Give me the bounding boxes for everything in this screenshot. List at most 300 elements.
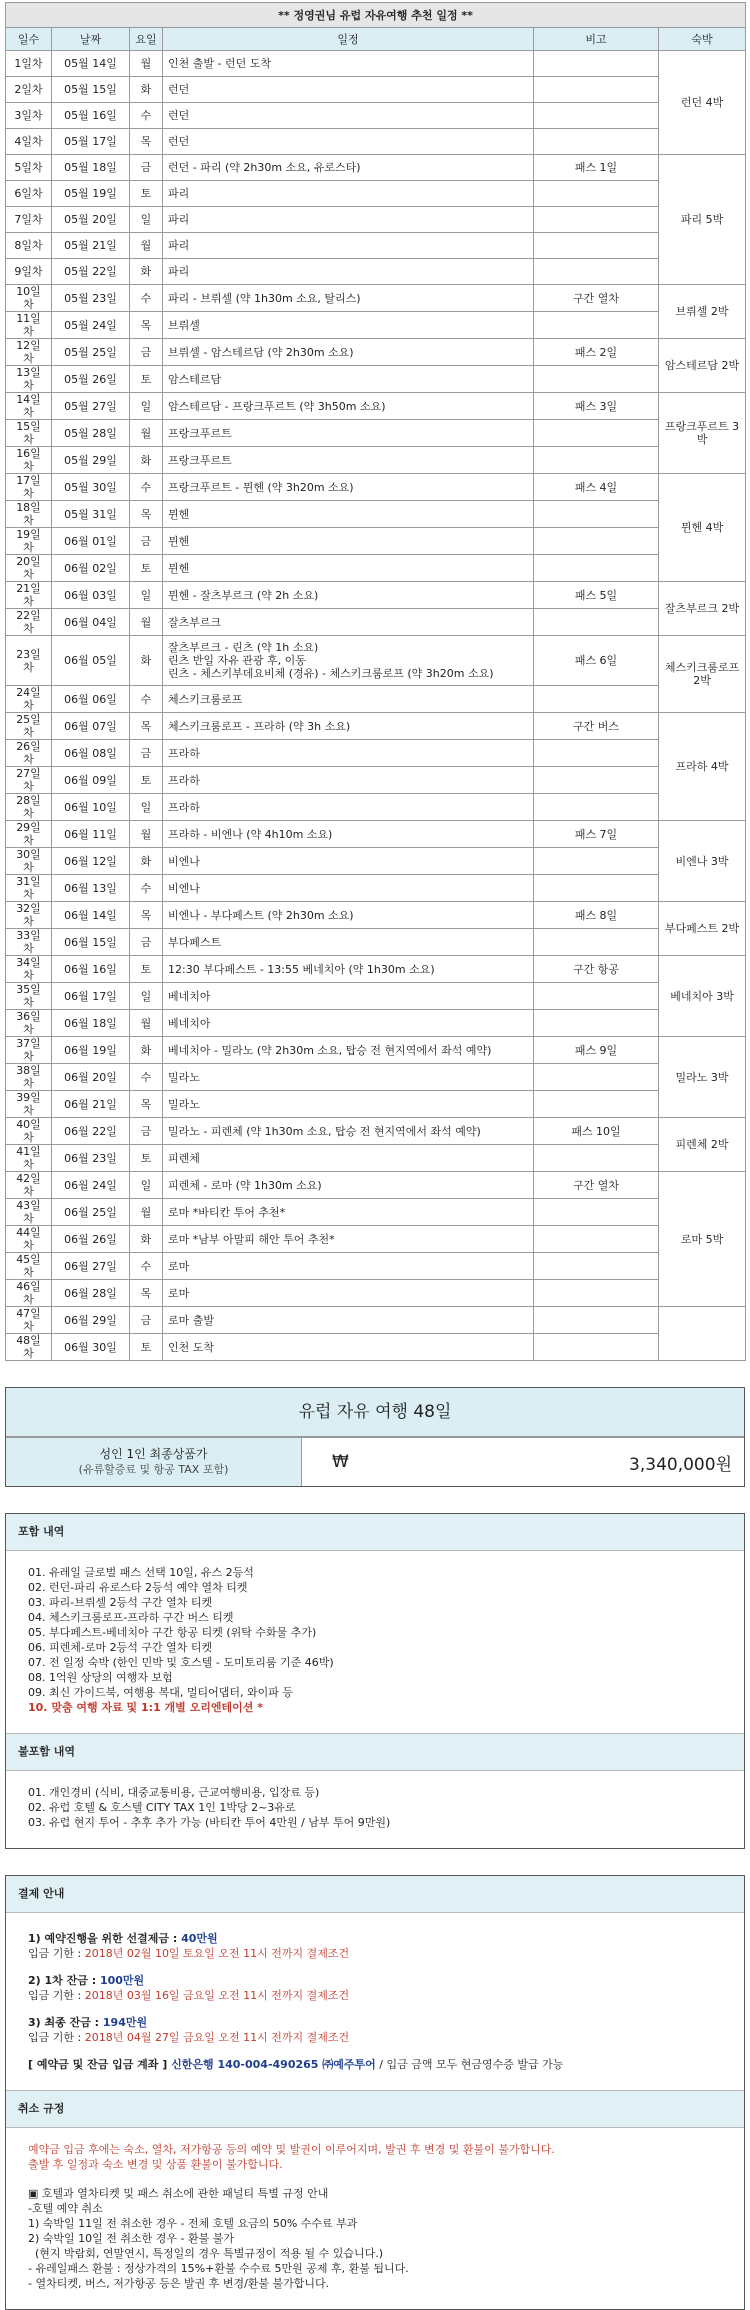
cancel-title: 취소 규정	[6, 2090, 744, 2128]
itinerary-cell: 런던	[163, 77, 534, 103]
date-cell: 06월 08일	[52, 740, 130, 767]
note-cell: 구간 열차	[534, 1172, 659, 1199]
weekday-cell: 일	[130, 983, 163, 1010]
day-cell: 44일차	[6, 1226, 52, 1253]
date-cell: 06월 28일	[52, 1280, 130, 1307]
day-cell: 14일차	[6, 393, 52, 420]
schedule-row	[6, 1145, 746, 1172]
payment-due-label: 입금 기한 :	[28, 1989, 85, 2002]
date-cell: 05월 24일	[52, 312, 130, 339]
excluded-item: 03. 유럽 현지 투어 - 추후 추가 가능 (바티칸 투어 4만원 / 남부 투어 9만원)	[28, 1816, 391, 1829]
weekday-cell: 목	[130, 129, 163, 155]
schedule-row	[6, 713, 746, 740]
day-cell: 2일차	[6, 77, 52, 103]
itinerary-cell: 로마 *남부 아말피 해안 투어 추천*	[163, 1226, 534, 1253]
itinerary-cell: 프랑크푸르트 - 뮌헨 (약 3h20m 소요)	[163, 474, 534, 501]
date-cell: 06월 29일	[52, 1307, 130, 1334]
payment-amount: 100만원	[99, 1974, 145, 1987]
itinerary-cell: 뮌헨	[163, 555, 534, 582]
payment-due	[28, 2030, 722, 2045]
schedule-row	[6, 233, 746, 259]
schedule-row	[6, 794, 746, 821]
date-cell: 06월 21일	[52, 1091, 130, 1118]
schedule-row	[6, 902, 746, 929]
weekday-cell: 수	[130, 285, 163, 312]
itinerary-cell: 브뤼셀	[163, 312, 534, 339]
date-cell: 06월 10일	[52, 794, 130, 821]
date-cell: 06월 12일	[52, 848, 130, 875]
weekday-cell: 월	[130, 609, 163, 636]
day-cell: 24일차	[6, 686, 52, 713]
cancel-line: -호텔 예약 취소	[28, 2202, 103, 2215]
schedule-row	[6, 181, 746, 207]
payment-amount: 194만원	[102, 2016, 148, 2029]
itinerary-cell: 12:30 부다페스트 - 13:55 베네치아 (약 1h30m 소요)	[163, 956, 534, 983]
date-cell: 05월 17일	[52, 129, 130, 155]
date-cell: 05월 25일	[52, 339, 130, 366]
included-list	[6, 1551, 744, 1733]
schedule-row	[6, 447, 746, 474]
payment-label: 3) 최종 잔금 :	[28, 2016, 103, 2029]
weekday-cell: 월	[130, 1010, 163, 1037]
schedule-row	[6, 1307, 746, 1334]
payment-section	[5, 1875, 745, 2310]
weekday-cell: 월	[130, 233, 163, 259]
schedule-row	[6, 312, 746, 339]
schedule-row	[6, 366, 746, 393]
note-cell	[534, 848, 659, 875]
day-cell: 10일차	[6, 285, 52, 312]
date-cell: 05월 21일	[52, 233, 130, 259]
itinerary-cell: 로마	[163, 1253, 534, 1280]
note-cell: 패스 5일	[534, 582, 659, 609]
schedule-row	[6, 848, 746, 875]
weekday-cell: 수	[130, 1064, 163, 1091]
day-cell: 43일차	[6, 1199, 52, 1226]
schedule-row	[6, 740, 746, 767]
weekday-cell: 금	[130, 339, 163, 366]
day-cell: 18일차	[6, 501, 52, 528]
weekday-cell: 목	[130, 713, 163, 740]
day-cell: 39일차	[6, 1091, 52, 1118]
payment-due-date: 2018년 02월 10일 토요일 오전 11시 전까지 결제조건	[84, 1947, 350, 1960]
date-cell: 06월 17일	[52, 983, 130, 1010]
date-cell: 06월 22일	[52, 1118, 130, 1145]
itinerary-cell: 잘츠부르크	[163, 609, 534, 636]
header-weekday: 요일	[130, 28, 163, 51]
note-cell	[534, 555, 659, 582]
day-cell: 45일차	[6, 1253, 52, 1280]
account-label: [ 예약금 및 잔금 입금 계좌 ]	[28, 2058, 172, 2071]
date-cell: 06월 26일	[52, 1226, 130, 1253]
schedule-row	[6, 636, 746, 686]
schedule-row	[6, 983, 746, 1010]
itinerary-cell: 로마 출발	[163, 1307, 534, 1334]
included-section	[5, 1513, 745, 1849]
schedule-row	[6, 51, 746, 77]
payment-amount: 40만원	[181, 1932, 218, 1945]
payment-due-label: 입금 기한 :	[28, 2031, 85, 2044]
stay-cell: 프랑크푸르트 3박	[659, 393, 746, 474]
day-cell: 30일차	[6, 848, 52, 875]
schedule-row	[6, 1172, 746, 1199]
day-cell: 7일차	[6, 207, 52, 233]
included-item: 04. 체스키크룸로프-프라하 구간 버스 티켓	[28, 1611, 234, 1624]
cancel-line: 1) 숙박일 11일 전 취소한 경우 - 전체 호텔 요금의 50% 수수료 부과	[28, 2217, 358, 2230]
day-cell: 47일차	[6, 1307, 52, 1334]
included-item: 01. 유레일 글로벌 패스 선택 10일, 유스 2등석	[28, 1566, 254, 1579]
itinerary-cell: 체스키크룸로프 - 프라하 (약 3h 소요)	[163, 713, 534, 740]
itinerary-cell: 파리 - 브뤼셀 (약 1h30m 소요, 탈리스)	[163, 285, 534, 312]
note-cell	[534, 312, 659, 339]
included-item: 08. 1억원 상당의 여행자 보험	[28, 1671, 173, 1684]
account-number: 신한은행 140-004-490265 ㈜예주투어	[171, 2058, 376, 2071]
itinerary-cell: 밀라노 - 피렌체 (약 1h30m 소요, 탑승 전 현지역에서 좌석 예약)	[163, 1118, 534, 1145]
day-cell: 17일차	[6, 474, 52, 501]
day-cell: 8일차	[6, 233, 52, 259]
payment-block	[28, 1931, 722, 1961]
schedule-row	[6, 1118, 746, 1145]
schedule-row	[6, 1037, 746, 1064]
itinerary-cell: 베네치아 - 밀라노 (약 2h30m 소요, 탑승 전 현지역에서 좌석 예약)	[163, 1037, 534, 1064]
date-cell: 05월 15일	[52, 77, 130, 103]
itinerary-cell: 뮌헨 - 잘츠부르크 (약 2h 소요)	[163, 582, 534, 609]
note-cell	[534, 528, 659, 555]
note-cell: 구간 열차	[534, 285, 659, 312]
schedule-row	[6, 686, 746, 713]
note-cell	[534, 1334, 659, 1361]
included-highlight: 10. 맞춤 여행 자료 및 1:1 개별 오리엔테이션 *	[28, 1701, 263, 1714]
itinerary-cell: 잘츠부르크 - 린츠 (약 1h 소요) 린츠 반일 자유 관광 후, 이동 린츠 - 체스키부데요비체 (경유) - 체스키크룸로프 (약 3h20m 소요)	[163, 636, 534, 686]
schedule-row	[6, 420, 746, 447]
note-cell	[534, 1145, 659, 1172]
note-cell: 패스 9일	[534, 1037, 659, 1064]
weekday-cell: 화	[130, 447, 163, 474]
note-cell: 패스 2일	[534, 339, 659, 366]
schedule-row	[6, 474, 746, 501]
weekday-cell: 화	[130, 259, 163, 285]
day-cell: 27일차	[6, 767, 52, 794]
itinerary-cell: 피렌체	[163, 1145, 534, 1172]
note-cell	[534, 983, 659, 1010]
note-cell	[534, 686, 659, 713]
weekday-cell: 일	[130, 393, 163, 420]
note-cell	[534, 767, 659, 794]
date-cell: 06월 19일	[52, 1037, 130, 1064]
note-cell	[534, 1064, 659, 1091]
weekday-cell: 일	[130, 582, 163, 609]
weekday-cell: 토	[130, 181, 163, 207]
header-itinerary: 일정	[163, 28, 534, 51]
excluded-item: 02. 유럽 호텔 & 호스텔 CITY TAX 1인 1박당 2~3유로	[28, 1801, 296, 1814]
payment-block	[28, 2015, 722, 2045]
day-cell: 21일차	[6, 582, 52, 609]
schedule-row	[6, 501, 746, 528]
date-cell: 06월 16일	[52, 956, 130, 983]
weekday-cell: 화	[130, 848, 163, 875]
day-cell: 23일차	[6, 636, 52, 686]
date-cell: 05월 19일	[52, 181, 130, 207]
schedule-row	[6, 1199, 746, 1226]
note-cell: 구간 버스	[534, 713, 659, 740]
itinerary-cell: 뮌헨	[163, 528, 534, 555]
payment-label: 1) 예약진행을 위한 선결제금 :	[28, 1932, 182, 1945]
itinerary-cell: 파리	[163, 233, 534, 259]
weekday-cell: 금	[130, 740, 163, 767]
cancel-line: (현지 박람회, 연말연시, 특정일의 경우 특별규정이 적용 될 수 있습니다.)	[28, 2247, 384, 2260]
weekday-cell: 목	[130, 1091, 163, 1118]
date-cell: 05월 30일	[52, 474, 130, 501]
price-summary	[5, 1387, 745, 1487]
stay-cell: 런던 4박	[659, 51, 746, 155]
day-cell: 28일차	[6, 794, 52, 821]
date-cell: 06월 20일	[52, 1064, 130, 1091]
day-cell: 9일차	[6, 259, 52, 285]
cancel-warning-2: 출발 후 일정과 숙소 변경 및 상품 환불이 불가합니다.	[28, 2158, 283, 2171]
schedule-title: ** 정영권님 유럽 자유여행 추천 일정 **	[6, 3, 746, 28]
payment-due	[28, 1946, 722, 1961]
cancel-line: - 유레일패스 환불 : 정상가격의 15%+환불 수수료 5만원 공제 후, 환불 됩니다.	[28, 2262, 409, 2275]
date-cell: 06월 23일	[52, 1145, 130, 1172]
day-cell: 38일차	[6, 1064, 52, 1091]
schedule-table	[5, 2, 746, 1361]
date-cell: 06월 06일	[52, 686, 130, 713]
note-cell	[534, 447, 659, 474]
price-value-cell	[302, 1438, 744, 1486]
schedule-row	[6, 77, 746, 103]
weekday-cell: 금	[130, 1118, 163, 1145]
note-cell	[534, 181, 659, 207]
date-cell: 06월 18일	[52, 1010, 130, 1037]
day-cell: 42일차	[6, 1172, 52, 1199]
excluded-list	[6, 1771, 744, 1848]
day-cell: 29일차	[6, 821, 52, 848]
cancel-line: - 열차티켓, 버스, 저가항공 등은 발권 후 변경/환불 불가합니다.	[28, 2277, 330, 2290]
date-cell: 06월 15일	[52, 929, 130, 956]
weekday-cell: 목	[130, 501, 163, 528]
note-cell	[534, 794, 659, 821]
day-cell: 6일차	[6, 181, 52, 207]
cancel-line: 2) 숙박일 10일 전 취소한 경우 - 환불 불가	[28, 2232, 234, 2245]
weekday-cell: 월	[130, 821, 163, 848]
note-cell: 패스 10일	[534, 1118, 659, 1145]
payment-block	[28, 1973, 722, 2003]
date-cell: 05월 20일	[52, 207, 130, 233]
weekday-cell: 토	[130, 1145, 163, 1172]
date-cell: 05월 27일	[52, 393, 130, 420]
note-cell: 패스 7일	[534, 821, 659, 848]
date-cell: 06월 30일	[52, 1334, 130, 1361]
note-cell	[534, 129, 659, 155]
header-stay: 숙박	[659, 28, 746, 51]
day-cell: 25일차	[6, 713, 52, 740]
schedule-row	[6, 767, 746, 794]
itinerary-cell: 체스키크룸로프	[163, 686, 534, 713]
stay-cell: 밀라노 3박	[659, 1037, 746, 1118]
payment-label: 2) 1차 잔금 :	[28, 1974, 100, 1987]
weekday-cell: 수	[130, 1253, 163, 1280]
weekday-cell: 월	[130, 1199, 163, 1226]
itinerary-cell: 파리	[163, 181, 534, 207]
schedule-row	[6, 103, 746, 129]
itinerary-cell: 브뤼셀 - 암스테르담 (약 2h30m 소요)	[163, 339, 534, 366]
included-item: 07. 전 일정 숙박 (한인 민박 및 호스텔 - 도미토리룸 기준 46박)	[28, 1656, 334, 1669]
note-cell	[534, 609, 659, 636]
weekday-cell: 화	[130, 1226, 163, 1253]
payment-due-date: 2018년 03월 16일 금요일 오전 11시 전까지 결제조건	[84, 1989, 350, 2002]
note-cell	[534, 259, 659, 285]
date-cell: 06월 11일	[52, 821, 130, 848]
itinerary-cell: 프라하	[163, 740, 534, 767]
payment-stage	[28, 2015, 722, 2030]
stay-cell: 베네치아 3박	[659, 956, 746, 1037]
note-cell: 패스 3일	[534, 393, 659, 420]
weekday-cell: 화	[130, 77, 163, 103]
note-cell	[534, 1307, 659, 1334]
date-cell: 05월 14일	[52, 51, 130, 77]
itinerary-cell: 베네치아	[163, 983, 534, 1010]
day-cell: 16일차	[6, 447, 52, 474]
itinerary-cell: 암스테르담 - 프랑크푸르트 (약 3h50m 소요)	[163, 393, 534, 420]
schedule-row	[6, 582, 746, 609]
date-cell: 05월 18일	[52, 155, 130, 181]
schedule-row	[6, 1253, 746, 1280]
note-cell	[534, 420, 659, 447]
day-cell: 22일차	[6, 609, 52, 636]
note-cell	[534, 77, 659, 103]
note-cell	[534, 1253, 659, 1280]
itinerary-cell: 비엔나 - 부다페스트 (약 2h30m 소요)	[163, 902, 534, 929]
day-cell: 37일차	[6, 1037, 52, 1064]
schedule-row	[6, 393, 746, 420]
schedule-row	[6, 875, 746, 902]
included-item: 02. 런던-파리 유로스타 2등석 예약 열차 티켓	[28, 1581, 248, 1594]
day-cell: 11일차	[6, 312, 52, 339]
stay-cell: 로마 5박	[659, 1172, 746, 1307]
itinerary-cell: 베네치아	[163, 1010, 534, 1037]
day-cell: 5일차	[6, 155, 52, 181]
date-cell: 06월 27일	[52, 1253, 130, 1280]
note-cell: 구간 항공	[534, 956, 659, 983]
included-item: 03. 파리-브뤼셀 2등석 구간 열차 티켓	[28, 1596, 213, 1609]
weekday-cell: 토	[130, 956, 163, 983]
schedule-row	[6, 1064, 746, 1091]
day-cell: 41일차	[6, 1145, 52, 1172]
note-cell: 패스 8일	[534, 902, 659, 929]
payment-due	[28, 1988, 722, 2003]
day-cell: 32일차	[6, 902, 52, 929]
day-cell: 46일차	[6, 1280, 52, 1307]
payment-stage	[28, 1931, 722, 1946]
schedule-row	[6, 555, 746, 582]
weekday-cell: 화	[130, 1037, 163, 1064]
price-label: 성인 1인 최종상품가	[99, 1447, 208, 1461]
stay-cell: 비엔나 3박	[659, 821, 746, 902]
note-cell	[534, 929, 659, 956]
header-day: 일수	[6, 28, 52, 51]
itinerary-cell: 프라하 - 비엔나 (약 4h10m 소요)	[163, 821, 534, 848]
day-cell: 31일차	[6, 875, 52, 902]
itinerary-cell: 뮌헨	[163, 501, 534, 528]
note-cell	[534, 103, 659, 129]
itinerary-cell: 로마 *바티칸 투어 추천*	[163, 1199, 534, 1226]
price-sub-label: (유류할증료 및 항공 TAX 포함)	[78, 1463, 229, 1476]
stay-cell: 체스키크룸로프 2박	[659, 636, 746, 713]
note-cell	[534, 1091, 659, 1118]
account-note: / 입금 금액 모두 현금영수증 발급 가능	[375, 2058, 564, 2071]
day-cell: 12일차	[6, 339, 52, 366]
date-cell: 05월 16일	[52, 103, 130, 129]
weekday-cell: 수	[130, 474, 163, 501]
account-line	[28, 2057, 722, 2072]
itinerary-cell: 로마	[163, 1280, 534, 1307]
payment-due-date: 2018년 04월 27일 금요일 오전 11시 전까지 결제조건	[84, 2031, 350, 2044]
schedule-row	[6, 207, 746, 233]
schedule-row	[6, 339, 746, 366]
weekday-cell: 수	[130, 686, 163, 713]
stay-cell: 브뤼셀 2박	[659, 285, 746, 339]
itinerary-cell: 인천 출발 - 런던 도착	[163, 51, 534, 77]
schedule-row	[6, 929, 746, 956]
payment-due-label: 입금 기한 :	[28, 1947, 85, 1960]
itinerary-cell: 프라하	[163, 794, 534, 821]
itinerary-cell: 비엔나	[163, 875, 534, 902]
weekday-cell: 토	[130, 555, 163, 582]
stay-cell: 부다페스트 2박	[659, 902, 746, 956]
stay-cell	[659, 1307, 746, 1361]
schedule-row	[6, 1334, 746, 1361]
itinerary-cell: 파리	[163, 259, 534, 285]
day-cell: 4일차	[6, 129, 52, 155]
itinerary-cell: 런던 - 파리 (약 2h30m 소요, 유로스타)	[163, 155, 534, 181]
date-cell: 06월 14일	[52, 902, 130, 929]
weekday-cell: 토	[130, 767, 163, 794]
itinerary-cell: 런던	[163, 103, 534, 129]
note-cell	[534, 501, 659, 528]
date-cell: 06월 25일	[52, 1199, 130, 1226]
weekday-cell: 금	[130, 1307, 163, 1334]
cancel-line: ▣ 호텔과 열차티켓 및 패스 취소에 관한 패널티 특별 규정 안내	[28, 2187, 329, 2200]
schedule-row	[6, 259, 746, 285]
day-cell: 13일차	[6, 366, 52, 393]
date-cell: 05월 28일	[52, 420, 130, 447]
day-cell: 1일차	[6, 51, 52, 77]
cancel-warning-1: 예약금 입금 후에는 숙소, 열차, 저가항공 등의 예약 및 발권이 이루어지며, 발권 후 변경 및 환불이 불가합니다.	[28, 2143, 555, 2156]
day-cell: 36일차	[6, 1010, 52, 1037]
date-cell: 06월 04일	[52, 609, 130, 636]
schedule-row	[6, 1010, 746, 1037]
day-cell: 40일차	[6, 1118, 52, 1145]
payment-stage	[28, 1973, 722, 1988]
date-cell: 06월 09일	[52, 767, 130, 794]
schedule-row	[6, 956, 746, 983]
schedule-row	[6, 1226, 746, 1253]
note-cell	[534, 366, 659, 393]
schedule-row	[6, 285, 746, 312]
weekday-cell: 일	[130, 794, 163, 821]
date-cell: 06월 13일	[52, 875, 130, 902]
day-cell: 33일차	[6, 929, 52, 956]
date-cell: 06월 24일	[52, 1172, 130, 1199]
weekday-cell: 일	[130, 207, 163, 233]
stay-cell: 잘츠부르크 2박	[659, 582, 746, 636]
date-cell: 05월 22일	[52, 259, 130, 285]
note-cell	[534, 1199, 659, 1226]
day-cell: 35일차	[6, 983, 52, 1010]
weekday-cell: 금	[130, 528, 163, 555]
date-cell: 06월 05일	[52, 636, 130, 686]
price-label-cell	[6, 1438, 302, 1486]
